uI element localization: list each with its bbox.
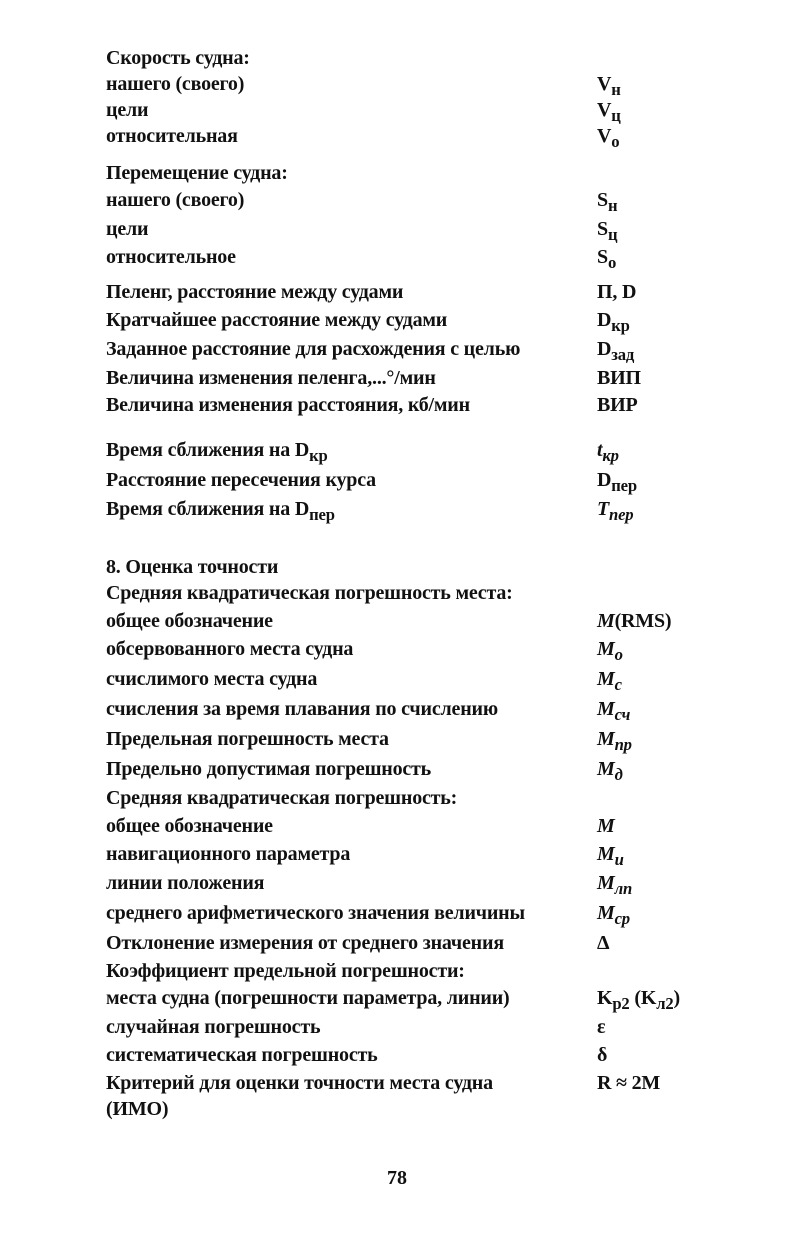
mean-value-row: среднего арифметического значения величины $M_{ср}$ xyxy=(106,900,706,926)
symbol: $D_{зад}$ xyxy=(597,338,635,364)
movement-own-row: нашего (своего) $S_н$ xyxy=(106,187,706,213)
time-to-cpa-row: Время сближения на $D_{кр}$ $t_{кр}$ xyxy=(106,437,706,463)
allowed-error-row: Предельно допустимая погрешность $M_д$ xyxy=(106,756,706,782)
symbol: $K_{р2}$ $(K_{л2})$ xyxy=(597,987,680,1013)
symbol: $V_о$ xyxy=(597,125,620,151)
symbol: ε xyxy=(597,1016,606,1038)
observed-place-row: обсервованного места судна $M_о$ xyxy=(106,636,706,662)
speed-target-row: цели $V_ц$ xyxy=(106,97,706,123)
symbol: $M_{ср}$ xyxy=(597,902,630,928)
movement-relative-row: относительное $S_о$ xyxy=(106,244,706,270)
symbol: П, D xyxy=(597,281,637,303)
place-rms-general-row: общее обозначение M(RMS) xyxy=(106,610,672,632)
time-to-crossing-row: Время сближения на $D_{пер}$ $T_{пер}$ xyxy=(106,496,706,522)
section-title: 8. Оценка точности xyxy=(106,556,279,578)
general-rms-heading: Средняя квадратическая погрешность: xyxy=(106,787,458,809)
random-error-row: случайная погрешность ε xyxy=(106,1016,606,1038)
symbol: $D_{пер}$ xyxy=(597,469,637,495)
symbol: $M_{сч}$ xyxy=(597,698,631,724)
crossing-distance-row: Расстояние пересечения курса $D_{пер}$ xyxy=(106,467,706,493)
set-distance-row: Заданное расстояние для расхождения с целью $D_{зад}$ xyxy=(106,336,706,362)
symbol: ВИП xyxy=(597,367,641,389)
movement-heading: Перемещение судна: xyxy=(106,162,288,184)
range-rate-row: Величина изменения расстояния, кб/мин ВИР xyxy=(106,392,706,418)
symbol: $V_н$ xyxy=(597,73,621,99)
bearing-rate-row: Величина изменения пеленга,...°/мин ВИП xyxy=(106,365,706,391)
dr-place-row: счислимого места судна $M_с$ xyxy=(106,666,706,692)
symbol: ВИР xyxy=(597,394,638,416)
symbol: $S_н$ xyxy=(597,189,618,215)
cpa-row: Кратчайшее расстояние между судами $D_{кр}$ xyxy=(106,307,706,333)
dr-time-row: счисления за время плавания по счислению $M_{сч}$ xyxy=(106,696,706,722)
symbol: M(RMS) xyxy=(597,610,672,632)
movement-target-row: цели $S_ц$ xyxy=(106,216,706,242)
coefficient-row: места судна (погрешности параметра, линии) $K_{р2}$ $(K_{л2})$ xyxy=(106,985,706,1011)
symbol: $M_{пр}$ xyxy=(597,728,632,754)
symbol: $T_{пер}$ xyxy=(597,498,634,524)
speed-heading: Скорость судна: xyxy=(106,47,250,69)
general-rms-row: общее обозначение M xyxy=(106,813,706,839)
symbol: $M_с$ xyxy=(597,668,622,694)
speed-own-row: нашего (своего) $V_н$ xyxy=(106,71,706,97)
symbol: $S_ц$ xyxy=(597,218,618,244)
bearing-distance-row: Пеленг, расстояние между судами П, D xyxy=(106,279,706,305)
deviation-row: Отклонение измерения от среднего значения Δ xyxy=(106,932,610,954)
page-number: 78 xyxy=(387,1167,407,1189)
place-rms-heading: Средняя квадратическая погрешность места: xyxy=(106,582,513,604)
symbol: M xyxy=(597,815,615,837)
limit-error-row: Предельная погрешность места $M_{пр}$ xyxy=(106,726,706,752)
nav-parameter-row: навигационного параметра $M_и$ xyxy=(106,841,706,867)
symbol: $t_{кр}$ xyxy=(597,439,619,465)
symbol: $M_о$ xyxy=(597,638,623,664)
symbol: $S_о$ xyxy=(597,246,617,272)
symbol: $M_и$ xyxy=(597,843,624,869)
systematic-error-row: систематическая погрешность δ xyxy=(106,1044,608,1066)
position-line-row: линии положения $M_{лп}$ xyxy=(106,870,706,896)
symbol: δ xyxy=(597,1044,608,1066)
criterion-row-continued: (ИМО) xyxy=(106,1098,169,1120)
symbol: $V_ц$ xyxy=(597,99,621,125)
symbol: R ≈ 2M xyxy=(597,1072,661,1094)
symbol: $M_{лп}$ xyxy=(597,872,633,898)
coefficient-heading: Коэффициент предельной погрешности: xyxy=(106,960,465,982)
speed-relative-row: относительная $V_о$ xyxy=(106,123,706,149)
symbol: $M_д$ xyxy=(597,758,623,784)
symbol: Δ xyxy=(597,932,610,954)
symbol: $D_{кр}$ xyxy=(597,309,630,335)
criterion-row: Критерий для оценки точности места судна R ≈ 2M xyxy=(106,1072,661,1094)
